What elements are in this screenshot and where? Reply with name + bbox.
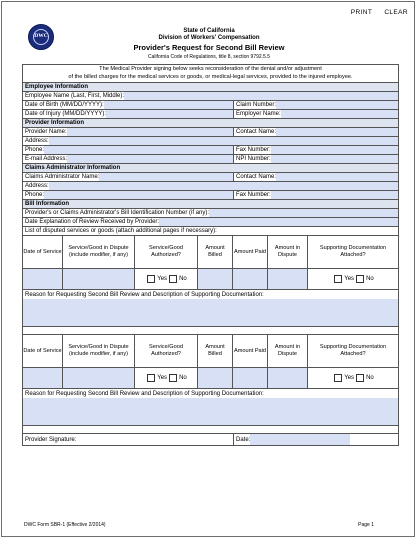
seal-monogram: DWC: [34, 33, 48, 39]
claims-admin-name-field[interactable]: [99, 173, 233, 181]
reason-field-1[interactable]: [23, 299, 398, 327]
amount-in-dispute-field[interactable]: [268, 368, 308, 388]
col-authorized: Service/Good Authorized?: [135, 236, 198, 268]
service-in-dispute-field[interactable]: [63, 269, 135, 289]
reason-label-2: Reason for Requesting Second Bill Review and Description of Supporting Documentation:: [25, 390, 264, 397]
col-amount-paid: Amount Paid: [233, 236, 268, 268]
claims-admin-address-field[interactable]: [49, 182, 398, 190]
provider-email-row: [23, 155, 398, 164]
col-amount-in-dispute: Amount in Dispute: [268, 335, 308, 367]
bill-id-field[interactable]: [209, 209, 398, 217]
provider-phone-field[interactable]: [44, 146, 233, 154]
bill-id-row: [23, 209, 398, 218]
provider-section-header: Provider Information: [23, 119, 398, 128]
docs-yes-label: Yes: [344, 276, 355, 282]
service-row-1: [23, 269, 398, 290]
col-supporting-docs: Supporting Documentation Attached?: [319, 245, 387, 258]
service-in-dispute-field[interactable]: [63, 368, 135, 388]
claim-number-field[interactable]: [276, 101, 398, 109]
provider-email-field[interactable]: [67, 155, 233, 163]
dob-row: [23, 101, 398, 110]
provider-address-label: Address:: [25, 138, 49, 144]
provider-email-label: E-mail Address:: [25, 156, 68, 162]
claims-admin-name-label: Claims Administrator Name:: [25, 174, 100, 180]
claims-admin-phone-label: Phone:: [25, 192, 45, 198]
date-of-service-field[interactable]: [23, 269, 63, 289]
provider-fax-field[interactable]: [271, 146, 398, 154]
disputed-list-label: List of disputed services or goods (attach additional pages if necessary):: [25, 228, 217, 234]
claims-admin-phone-row: [23, 191, 398, 200]
authorized-no-checkbox[interactable]: [169, 275, 177, 283]
division-name: Division of Workers' Compensation: [158, 35, 260, 41]
dob-field[interactable]: [104, 101, 233, 109]
state-name: State of California: [183, 28, 235, 34]
authorized-no-label: No: [179, 375, 187, 381]
docs-yes-label: Yes: [344, 375, 355, 381]
request-form: [22, 64, 399, 446]
claims-admin-fax-label: Fax Number:: [236, 192, 271, 198]
amount-billed-field[interactable]: [198, 269, 233, 289]
service-row-2: [23, 368, 398, 389]
authorized-choice: [135, 368, 198, 388]
claim-number-label: Claim Number:: [236, 102, 277, 108]
supporting-docs-choice: [308, 368, 398, 388]
employee-name-field[interactable]: [124, 92, 398, 100]
top-actions: [341, 9, 408, 16]
authorized-choice: [135, 269, 198, 289]
claims-admin-address-label: Address:: [25, 183, 49, 189]
doi-label: Date of Injury (MM/DD/YYYY):: [25, 111, 107, 117]
amount-in-dispute-field[interactable]: [268, 269, 308, 289]
col-supporting-docs: Supporting Documentation Attached?: [319, 344, 387, 357]
doi-row: [23, 110, 398, 119]
regulation-citation: California Code of Regulations, title 8, section 9792.5.5: [147, 54, 271, 60]
provider-contact-label: Contact Name:: [236, 129, 277, 135]
docs-no-checkbox[interactable]: [356, 275, 364, 283]
provider-address-field[interactable]: [49, 137, 398, 145]
service-header-1: [23, 236, 398, 269]
provider-address-row: [23, 137, 398, 146]
service-header-2: [23, 335, 398, 368]
claims-admin-fax-field[interactable]: [271, 191, 398, 199]
claims-admin-phone-field[interactable]: [44, 191, 233, 199]
docs-no-checkbox[interactable]: [356, 374, 364, 382]
provider-name-label: Provider Name:: [25, 129, 67, 135]
authorized-no-label: No: [179, 276, 187, 282]
provider-npi-field[interactable]: [271, 155, 398, 163]
provider-npi-label: NPI Number:: [236, 156, 271, 162]
claims-admin-contact-field[interactable]: [276, 173, 398, 181]
review-date-row: [23, 218, 398, 227]
authorized-yes-checkbox[interactable]: [147, 275, 155, 283]
block-spacer-1: [23, 327, 398, 335]
claims-admin-section-header: Claims Administrator Information: [23, 164, 398, 173]
col-service-in-dispute: Service/Good in Dispute (include modifier, if any): [63, 236, 135, 268]
review-date-label: Date Explanation of Review Received by Provider:: [25, 219, 160, 225]
doi-field[interactable]: [106, 110, 233, 118]
signature-date-field[interactable]: [250, 434, 350, 445]
col-amount-billed: Amount Billed: [198, 335, 233, 367]
docs-no-label: No: [366, 276, 374, 282]
intro-line-1: The Medical Provider signing below seeks reconsideration of the denial and/or adjustment: [99, 66, 322, 72]
col-amount-billed: Amount Billed: [198, 236, 233, 268]
signature-label: Provider Signature:: [25, 436, 77, 443]
col-date-of-service: Date of Service: [23, 335, 63, 367]
authorized-yes-label: Yes: [157, 276, 168, 282]
supporting-docs-choice: [308, 269, 398, 289]
col-authorized: Service/Good Authorized?: [135, 335, 198, 367]
claims-admin-name-row: [23, 173, 398, 182]
clear-button[interactable]: CLEAR: [384, 9, 408, 16]
docs-yes-checkbox[interactable]: [334, 374, 342, 382]
provider-phone-label: Phone:: [25, 147, 45, 153]
authorized-yes-label: Yes: [157, 375, 168, 381]
provider-contact-field[interactable]: [276, 128, 398, 136]
block-spacer-2: [23, 426, 398, 434]
provider-fax-label: Fax Number:: [236, 147, 271, 153]
print-button[interactable]: PRINT: [350, 9, 373, 16]
authorized-no-checkbox[interactable]: [169, 374, 177, 382]
signature-row: [23, 434, 398, 446]
form-id: DWC Form SBR-1 (Effective 2/2014): [24, 522, 106, 528]
amount-paid-field[interactable]: [233, 368, 268, 388]
docs-no-label: No: [366, 375, 374, 381]
reason-label-1: Reason for Requesting Second Bill Review and Description of Supporting Documentation:: [25, 291, 264, 298]
employer-name-label: Employer Name:: [236, 111, 281, 117]
dob-label: Date of Birth (MM/DD/YYYY):: [25, 102, 104, 108]
intro-line-2: of the billed charges for the medical services or goods, or medical-legal services, provided to the injured employee.: [68, 74, 353, 80]
amount-billed-field[interactable]: [198, 368, 233, 388]
amount-paid-field[interactable]: [233, 269, 268, 289]
form-title: Provider's Request for Second Bill Review: [133, 43, 285, 52]
authorized-yes-checkbox[interactable]: [147, 374, 155, 382]
claims-admin-address-row: [23, 182, 398, 191]
intro-text: [23, 65, 398, 83]
bill-id-label: Provider's or Claims Administrator's Bill Identification Number (if any):: [25, 210, 210, 216]
claims-admin-contact-label: Contact Name:: [236, 174, 277, 180]
col-service-in-dispute: Service/Good in Dispute (include modifier, if any): [63, 335, 135, 367]
employer-name-field[interactable]: [281, 110, 398, 118]
bill-section-header: Bill Information: [23, 200, 398, 209]
review-date-field[interactable]: [159, 218, 398, 226]
provider-phone-row: [23, 146, 398, 155]
disputed-list-row: [23, 227, 398, 236]
page-number: Page 1: [358, 522, 374, 528]
col-amount-paid: Amount Paid: [233, 335, 268, 367]
provider-name-row: [23, 128, 398, 137]
docs-yes-checkbox[interactable]: [334, 275, 342, 283]
col-date-of-service: Date of Service: [23, 236, 63, 268]
provider-name-field[interactable]: [67, 128, 233, 136]
signature-field[interactable]: [76, 434, 233, 445]
col-amount-in-dispute: Amount in Dispute: [268, 236, 308, 268]
employee-name-label: Employee Name (Last, First, Middle):: [25, 93, 125, 99]
employee-name-row: [23, 92, 398, 101]
employee-section-header: Employee Information: [23, 83, 398, 92]
reason-field-2[interactable]: [23, 398, 398, 426]
signature-date-label: Date:: [236, 436, 251, 443]
date-of-service-field[interactable]: [23, 368, 63, 388]
